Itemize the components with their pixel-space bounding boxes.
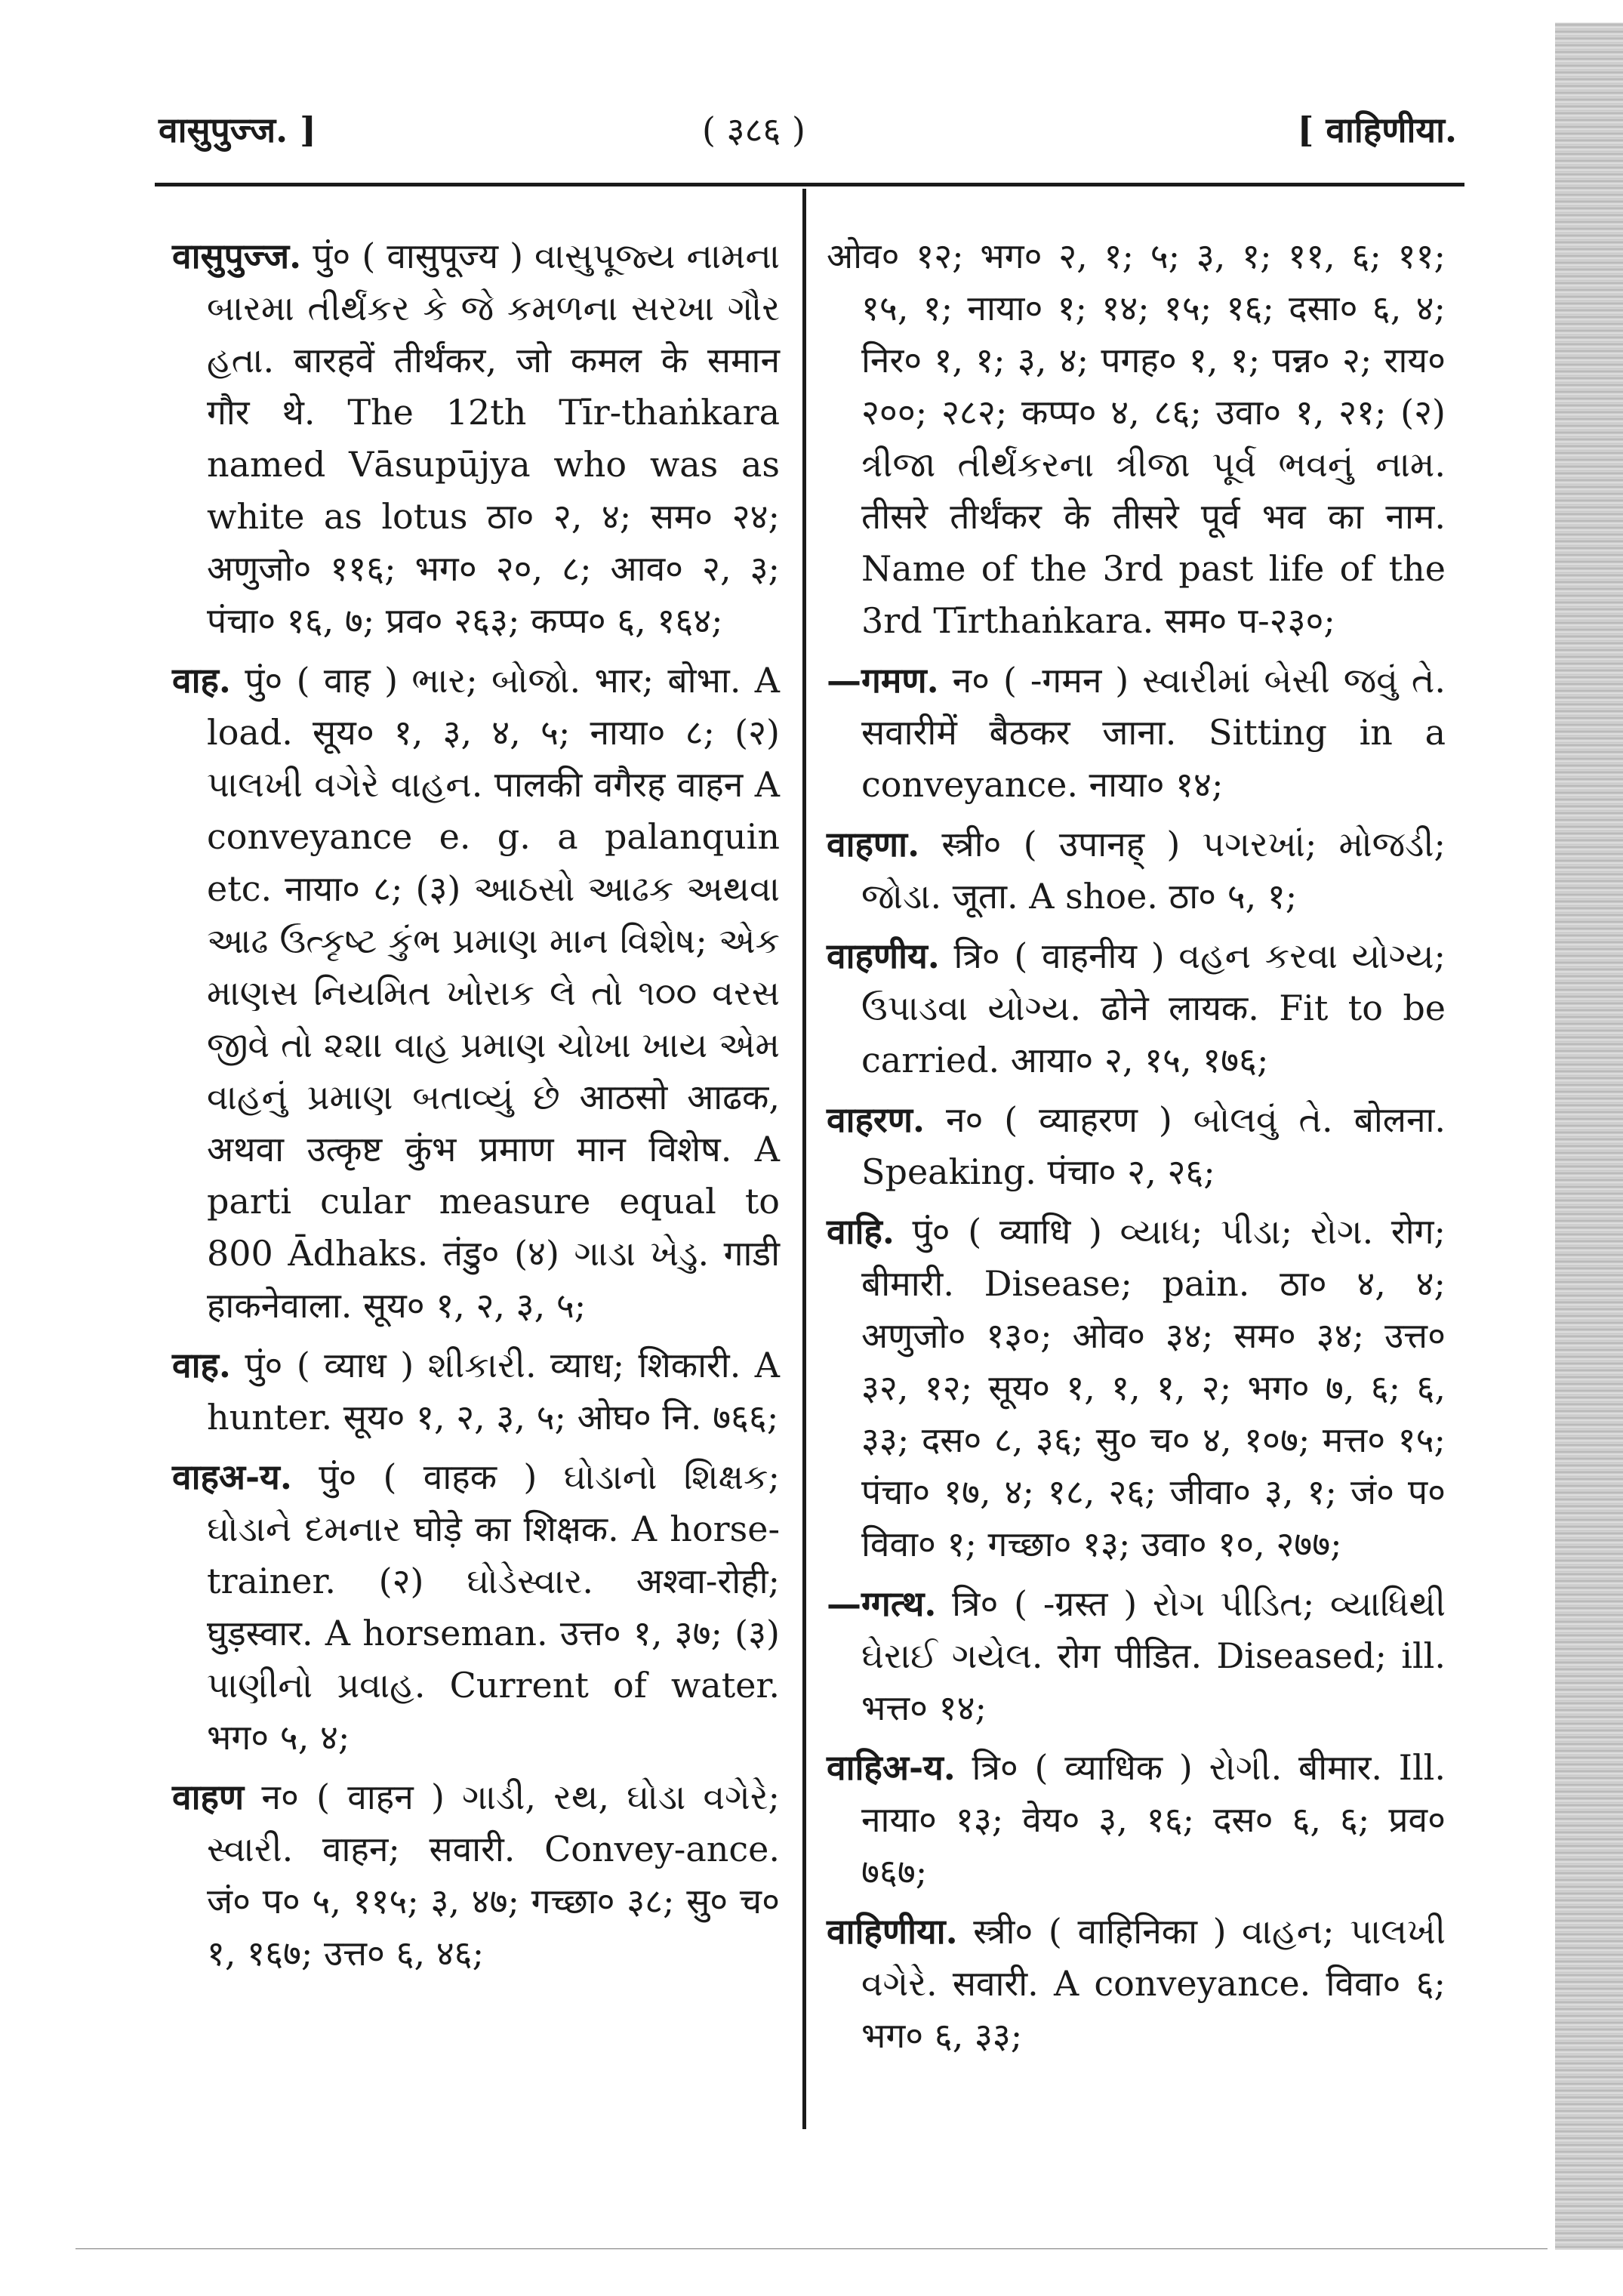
entry-headword: वाह. <box>172 1345 231 1385</box>
dictionary-entry <box>172 1451 780 1764</box>
dictionary-entry <box>172 655 780 1332</box>
right-column <box>827 230 1446 2069</box>
entry-body: न० ( वाहन ) ગાડી, રથ, ઘોડા વગેરે; સ્વારી. वाहन; सवारी. Convey-ance. जं० प० ५, ११५; ३, ४७; गच्छा० ३८; सु० च० १, १६७; उत्त० ६, ४६; <box>207 1777 780 1974</box>
entry-headword: वाहण <box>172 1777 245 1817</box>
dictionary-entry <box>172 230 780 647</box>
entry-body: त्रि० ( वाहनीय ) વહન કરવા યોગ્ય; ઉપાડવા યોગ્ય. ढोने लायक. Fit to be carried. आया० २, १५, १७६; <box>861 935 1446 1080</box>
entry-headword: वाहणा. <box>827 824 920 864</box>
dictionary-entry <box>827 1094 1446 1198</box>
entry-body: स्त्री० ( वाहिनिका ) વાહન; પાલખી વગેરે. सवारी. A conveyance. विवा० ६; भग० ६, ३३; <box>861 1911 1446 2056</box>
entry-headword: —गमण. <box>827 660 939 701</box>
dictionary-entry <box>827 818 1446 923</box>
entry-headword: वाहअ-य. <box>172 1456 292 1497</box>
entry-headword: वाह. <box>172 660 231 701</box>
entry-body: न० ( -गमन ) સ્વારીમાં બેસી જવું તે. सवारीमें बैठकर जाना. Sitting in a conveyance. नाया० १४; <box>861 660 1446 805</box>
left-column <box>172 230 780 1987</box>
page-bottom-rule <box>75 2248 1548 2249</box>
dictionary-subentry <box>827 1578 1446 1734</box>
running-head <box>159 106 1457 159</box>
dictionary-entry <box>827 1206 1446 1570</box>
entry-headword: वासुपुज्ज. <box>172 236 302 276</box>
header-first-word: वासुपुज्ज. ] <box>159 109 316 150</box>
entry-body: पुं० ( वासुपूज्य ) વાસુપૂજ્ય નામના બારમા તીર્થંકર કે જે કમળના સરખા ગૌર હતા. बारहवें तीर्थंकर, जो कमल के समान गौर थे. The 12th Tīr-thaṅkara named Vāsupūjya who was as white as lotus ठा० २, ४; सम० २४; अणुजो० ११६; भग० २०, ८; आव० २, ३; पंचा० १६, ७; प्रव० २६३; कप्प० ६, १६४; <box>207 236 780 641</box>
entry-body: ओव० १२; भग० २, १; ५; ३, १; ११, ६; ११; १५, १; नाया० १; १४; १५; १६; दसा० ६, ४; निर० १, १; ३, ४; पगह० १, १; पन्न० २; राय० २००; २८२; कप्प० ४, ८६; उवा० १, २१; (२) ત્રીજા તીર્થંકરના ત્રીજા પૂર્વ ભવનું નામ. तीसरे तीर्थंकर के तीसरे पूर्व भव का नाम. Name of the 3rd past life of the 3rd Tīrthaṅkara. सम० प-२३०; <box>827 236 1446 641</box>
dictionary-entry <box>827 930 1446 1086</box>
entry-headword: वाहिणीया. <box>827 1911 958 1952</box>
column-divider <box>802 189 806 2129</box>
entry-headword: वाहणीय. <box>827 935 940 976</box>
header-rule <box>155 183 1464 186</box>
page-edge-shadow <box>1555 23 1623 2250</box>
entry-headword: वाहि. <box>827 1211 895 1252</box>
entry-body: पुं० ( व्याध ) શીકારી. व्याध; शिकारी. A hunter. सूय० १, २, ३, ५; ओघ० नि. ७६६; <box>207 1345 780 1438</box>
page-number: ( ३८६ ) <box>702 109 805 150</box>
entry-headword: वाहरण. <box>827 1099 925 1140</box>
entry-headword: —ग्गत्थ. <box>827 1583 937 1624</box>
header-last-word: [ वाहिणीया. <box>1297 109 1457 150</box>
entry-body: त्रि० ( व्याधिक ) રોગી. बीमार. Ill. नाया० १३; वेय० ३, १६; दस० ६, ६; प्रव० ७६७; <box>861 1747 1446 1892</box>
dictionary-subentry <box>827 655 1446 811</box>
entry-body: त्रि० ( -ग्रस्त ) રોગ પીડિત; વ્યાધિથી ઘેરાઈ ગયેલ. रोग पीडित. Diseased; ill. भत्त० १४; <box>861 1583 1446 1728</box>
entry-body: पुं० ( व्याधि ) વ્યાધ; પીડા; રોગ. रोग; बीमारी. Disease; pain. ठा० ४, ४; अणुजो० १३०; ओव० ३४; सम० ३४; उत्त० ३२, १२; सूय० १, १, १, २; भग० ७, ६; ६, ३३; दस० ८, ३६; सु० च० ४, १०७; मत्त० १५; पंचा० १७, ४; १८, २६; जीवा० ३, १; जं० प० विवा० १; गच्छा० १३; उवा० १०, २७७; <box>861 1211 1446 1564</box>
entry-body: पुं० ( वाह ) ભાર; બોજો. भार; बोभा. A load. सूय० १, ३, ४, ५; नाया० ८; (२) પાલખી વગેરે વાહન. पालकी वगैरह वाहन A conveyance e. g. a palanquin etc. नाया० ८; (३) આઠસો આઢક અથવા આઢ ઉત્કૃષ્ટ કુંભ પ્રમાણ માન વિશેષ; એક માણસ નિયમિત ખોરાક લે તો ૧૦૦ વરસ જીવે તો ૨૨।। વાહ પ્રમાણ ચોખા ખાય એમ વાહનું પ્રમાણ બતાવ્યું છે आठसो आढक, अथवा उत्कृष्ट कुंभ प्रमाण मान विशेष. A parti cular measure equal to 800 Ādhaks. तंडु० (४) ગાડા ખેડુ. गाडी हाकनेवाला. सूय० १, २, ३, ५; <box>207 660 780 1326</box>
dictionary-entry <box>172 1339 780 1444</box>
dictionary-entry <box>827 1742 1446 1898</box>
dictionary-entry-continued <box>827 230 1446 647</box>
entry-body: स्त्री० ( उपानह् ) પગરખાં; મોજડી; જોડા. जूता. A shoe. ठा० ५, १; <box>861 824 1446 917</box>
dictionary-entry <box>827 1906 1446 2062</box>
entry-headword: वाहिअ-य. <box>827 1747 956 1788</box>
entry-body: न० ( व्याहरण ) બોલવું તે. बोलना. Speaking. पंचा० २, २६; <box>861 1099 1446 1192</box>
entry-body: पुं० ( वाहक ) ઘોડાનો શિક્ષક; ઘોડાને દમનાર घोड़े का शिक्षक. A horse-trainer. (२) ઘોડેસ્વાર. अश्वा-रोही; घुड़स्वार. A horseman. उत्त० १, ३७; (३) પાણીનો પ્રવાહ. Current of water. भग० ५, ४; <box>207 1456 781 1758</box>
dictionary-entry <box>172 1771 780 1980</box>
